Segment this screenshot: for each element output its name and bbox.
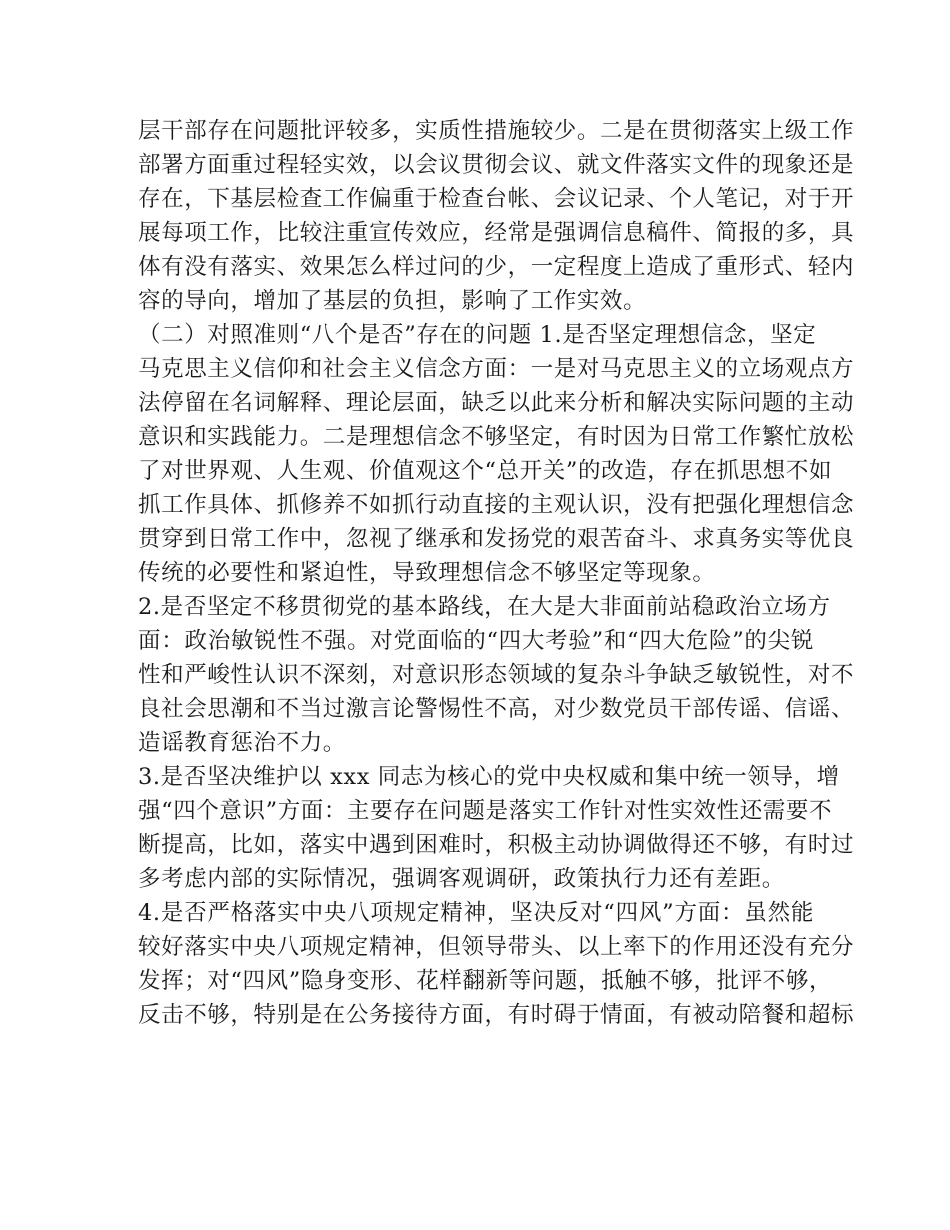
paragraph-3	[138, 590, 855, 760]
text-line: 性和严峻性认识不深刻，对意识形态领域的复杂斗争缺乏敏锐性，对不	[138, 662, 855, 688]
paragraph-2	[138, 318, 855, 590]
text-line: 良社会思潮和不当过激言论警惕性不高，对少数党员干部传谣、信谣、	[138, 696, 855, 722]
text-line: 层干部存在问题批评较多，实质性措施较少。二是在贯彻落实上级工作	[138, 118, 855, 144]
text-line: 断提高，比如，落实中遇到困难时，积极主动协调做得还不够，有时过	[138, 832, 855, 858]
text-line: （二）对照准则“八个是否”存在的问题 1.是否坚定理想信念，坚定	[138, 322, 817, 348]
text-line: 体有没有落实、效果怎么样过问的少，一定程度上造成了重形式、轻内	[138, 254, 855, 280]
text-line: 面：政治敏锐性不强。对党面临的“四大考验”和“四大危险”的尖锐	[138, 628, 814, 654]
text-line: 抓工作具体、抓修养不如抓行动直接的主观认识，没有把强化理想信念	[138, 492, 855, 518]
text-line: 多考虑内部的实际情况，强调客观调研，政策执行力还有差距。	[138, 866, 785, 892]
text-line: 反击不够，特别是在公务接待方面，有时碍于情面，有被动陪餐和超标	[138, 1002, 855, 1028]
paragraph-4	[138, 760, 855, 896]
text-line: 2.是否坚定不移贯彻党的基本路线，在大是大非面前站稳政治立场方	[138, 594, 831, 620]
text-line: 了对世界观、人生观、价值观这个“总开关”的改造，存在抓思想不如	[138, 458, 833, 484]
paragraph-5	[138, 896, 855, 1032]
text-line: 部署方面重过程轻实效，以会议贯彻会议、就文件落实文件的现象还是	[138, 152, 855, 178]
text-line: 展每项工作，比较注重宣传效应，经常是强调信息稿件、简报的多，具	[138, 220, 855, 246]
text-line: 4.是否严格落实中央八项规定精神，坚决反对“四风”方面：虽然能	[138, 900, 814, 926]
text-line: 马克思主义信仰和社会主义信念方面：一是对马克思主义的立场观点方	[138, 356, 855, 382]
text-line: 传统的必要性和紧迫性，导致理想信念不够坚定等现象。	[138, 560, 716, 586]
text-line: 发挥；对“四风”隐身变形、花样翻新等问题，抵触不够，批评不够，	[138, 968, 833, 994]
text-line: 存在，下基层检查工作偏重于检查台帐、会议记录、个人笔记，对于开	[138, 186, 855, 212]
text-line: 容的导向，增加了基层的负担，影响了工作实效。	[138, 288, 647, 314]
text-line: 法停留在名词解释、理论层面，缺乏以此来分析和解决实际问题的主动	[138, 390, 855, 416]
text-line: 3.是否坚决维护以 xxx 同志为核心的党中央权威和集中统一领导，增	[138, 764, 840, 790]
text-line: 造谣教育惩治不力。	[138, 730, 346, 756]
paragraph-1	[138, 114, 855, 318]
text-line: 贯穿到日常工作中，忽视了继承和发扬党的艰苦奋斗、求真务实等优良	[138, 526, 855, 552]
document-body	[138, 114, 855, 1032]
text-line: 意识和实践能力。二是理想信念不够坚定，有时因为日常工作繁忙放松	[138, 424, 855, 450]
text-line: 较好落实中央八项规定精神，但领导带头、以上率下的作用还没有充分	[138, 934, 855, 960]
text-line: 强“四个意识”方面：主要存在问题是落实工作针对性实效性还需要不	[138, 798, 833, 824]
